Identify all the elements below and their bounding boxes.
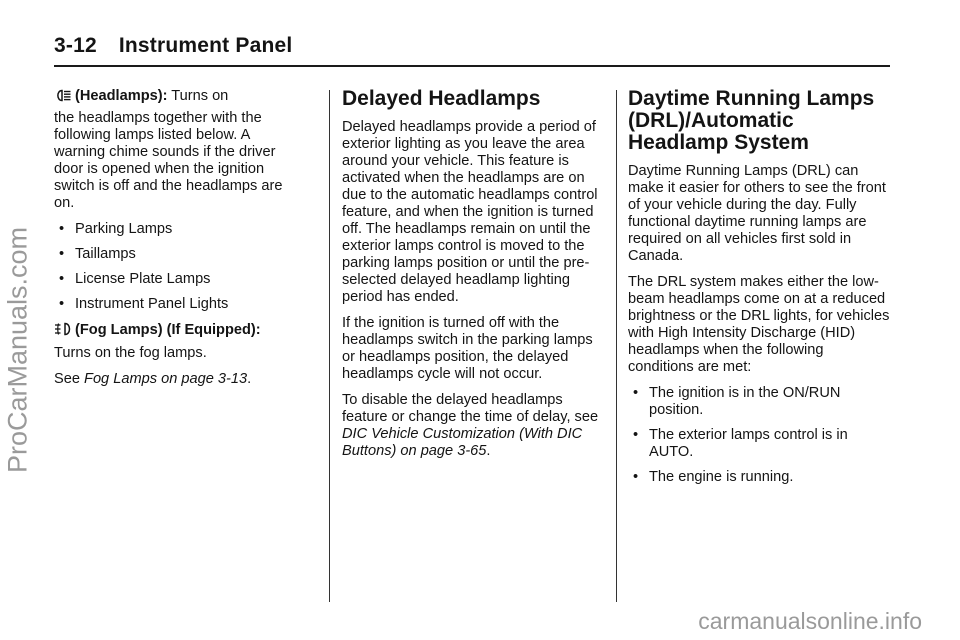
column-divider-1 [329, 90, 330, 602]
page-header [54, 34, 292, 58]
list-item: • Parking Lamps [54, 221, 288, 238]
fog-entry [54, 322, 288, 341]
disable-suffix: . [486, 443, 491, 459]
see-prefix: See [54, 371, 80, 387]
paragraph: If the ignition is turned off with the headlamps switch in the parking lamps or headlamps position, the delayed headlamps cycle will not occur. [342, 315, 593, 382]
paragraph [342, 392, 606, 460]
drl-title: Daytime Running Lamps (DRL)/Automatic Headlamp System [628, 87, 875, 154]
list-item: • Taillamps [54, 246, 288, 263]
fog-lamp-icon [54, 322, 72, 341]
list-item: • The engine is running. [628, 469, 892, 486]
column-2 [342, 88, 606, 469]
see-fog-reference [54, 371, 288, 388]
headlamps-text-2: the headlamps together with the following lamps listed below. A warning chime sounds if the driver door is opened when the ignition switch is off and the headlamps are on. [54, 110, 283, 211]
fog-lamps-link[interactable]: Fog Lamps on page 3-13 [84, 371, 248, 387]
delayed-headlamps-title: Delayed Headlamps [342, 87, 541, 110]
headlamps-entry [54, 88, 288, 107]
see-suffix: . [247, 371, 252, 387]
conditions-list [628, 385, 892, 486]
dic-customization-link[interactable]: DIC Vehicle Customization (With DIC Buttons) on page 3-65 [342, 426, 583, 459]
list-item: • The exterior lamps control is in AUTO. [628, 427, 892, 461]
list-item: • The ignition is in the ON/RUN position. [628, 385, 892, 419]
column-divider-2 [616, 90, 617, 602]
headlamp-icon [54, 89, 72, 107]
column-3 [628, 88, 892, 495]
list-item: • Instrument Panel Lights [54, 296, 288, 313]
paragraph: Delayed headlamps provide a period of exterior lighting as you leave the area around your vehicle. This feature is activated when the headlamps are on due to the automatic headlamps control feature, and when the ignition is turned off. The headlamps remain on until the exterior lamps control is moved to the parking lamps position or until the pre-selected delayed headlamp lighting period has ended. [342, 119, 598, 305]
headlamps-text-1: Turns on [171, 88, 229, 104]
fog-label: (Fog Lamps) (If Equipped): [75, 322, 261, 338]
paragraph: The DRL system makes either the low-beam headlamps come on at a reduced brightness or the DRL lights, for vehicles with High Intensity Discharge (HID) headlamps when the following conditions are met: [628, 274, 890, 375]
page-number: 3-12 [54, 34, 97, 57]
list-item: • License Plate Lamps [54, 271, 288, 288]
footer-watermark: carmanualsonline.info [698, 608, 922, 634]
headlamps-label: (Headlamps): [75, 88, 168, 104]
section-title: Instrument Panel [118, 34, 293, 57]
column-1 [54, 88, 288, 397]
fog-text: Turns on the fog lamps. [54, 345, 207, 361]
header-rule [54, 65, 890, 67]
paragraph: Daytime Running Lamps (DRL) can make it easier for others to see the front of your vehicle during the day. Fully functional daytime running lamps are required on all vehicles first sold in Canada. [628, 163, 886, 264]
disable-text: To disable the delayed headlamps feature or change the time of delay, see [342, 392, 599, 425]
side-watermark: ProCarManuals.com [2, 226, 33, 474]
lamps-list [54, 221, 288, 313]
